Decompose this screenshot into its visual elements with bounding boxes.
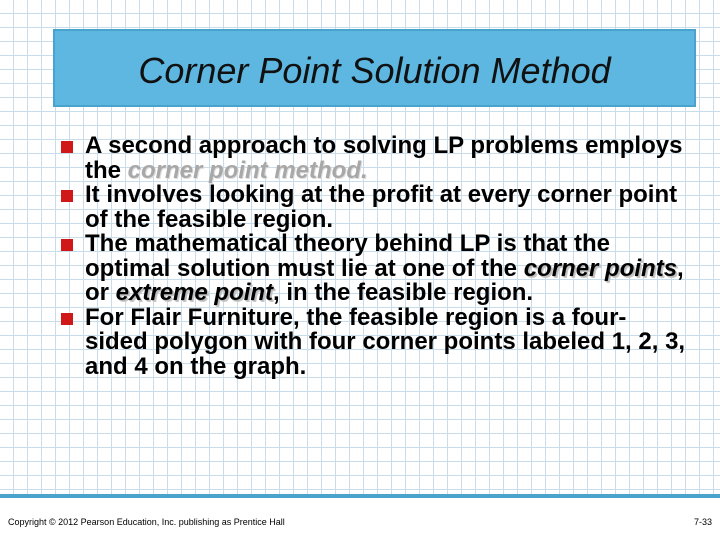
square-bullet-icon <box>61 313 73 325</box>
title-bar <box>53 29 696 107</box>
bullet-text: , or <box>85 254 684 306</box>
slide-title: Corner Point Solution Method <box>138 50 611 91</box>
bullet-text: The mathematical theory behind LP is that the optimal solution must lie at one of the <box>85 230 610 282</box>
footer-divider <box>0 494 720 498</box>
slide-number: 7-33 <box>693 517 712 527</box>
emphasis-text: extreme point <box>115 279 274 306</box>
square-bullet-icon <box>61 141 73 153</box>
bullet-item <box>59 134 689 183</box>
emphasis-text: corner points <box>523 254 678 282</box>
bullet-item <box>59 232 689 306</box>
bullet-text: , in the feasible region. <box>273 279 534 306</box>
footer <box>0 494 720 540</box>
square-bullet-icon <box>61 190 73 202</box>
bullet-item <box>59 183 689 232</box>
emphasis-text: corner point method. <box>127 156 368 184</box>
bullet-item <box>59 303 689 380</box>
copyright-text: Copyright © 2012 Pearson Education, Inc. publishing as Prentice Hall <box>8 517 285 527</box>
bullet-text: For Flair Furniture, the feasible region is a four-sided polygon with four corner points labeled 1, 2, 3, and 4 on the graph. <box>85 303 686 380</box>
bullet-text: A second approach to solving LP problems employs the <box>85 132 683 184</box>
bullet-list <box>59 134 689 379</box>
bullet-text: It involves looking at the profit at every corner point of the feasible region. <box>85 181 678 233</box>
square-bullet-icon <box>61 239 73 251</box>
